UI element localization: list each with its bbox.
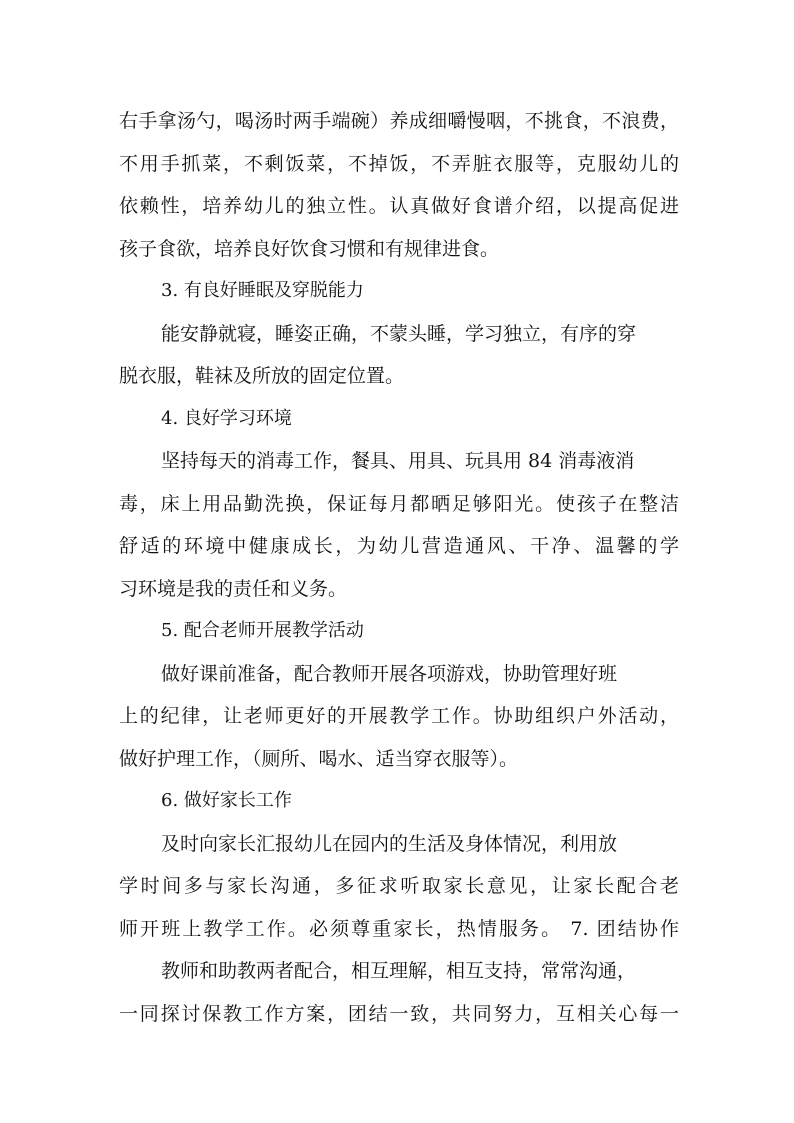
paragraph-line: 上的纪律，让老师更好的开展教学工作。协助组织户外活动， xyxy=(119,705,679,727)
paragraph-line: 依赖性，培养幼儿的独立性。认真做好食谱介绍，以提高促进 xyxy=(119,195,679,217)
section-heading: 4. 良好学习环境 xyxy=(161,407,292,429)
paragraph-line: 右手拿汤勺，喝汤时两手端碗）养成细嚼慢咽，不挑食，不浪费， xyxy=(119,110,679,132)
section-heading: 5. 配合老师开展教学活动 xyxy=(161,620,364,641)
paragraph-line: 脱衣服，鞋袜及所放的固定位置。 xyxy=(119,365,405,387)
paragraph-line: 能安静就寝，睡姿正确，不蒙头睡，学习独立，有序的穿 xyxy=(161,322,637,345)
paragraph-line: 孩子食欲，培养良好饮食习惯和有规律进食。 xyxy=(119,237,500,260)
paragraph-line: 及时向家长汇报幼儿在园内的生活及身体情况，利用放 xyxy=(161,832,618,855)
paragraph-line: 坚持每天的消毒工作，餐具、用具、玩具用 84 消毒液消 xyxy=(161,450,635,472)
paragraph-line: 习环境是我的责任和义务。 xyxy=(119,577,348,600)
section-heading: 3. 有良好睡眠及穿脱能力 xyxy=(161,280,364,301)
paragraph-line: 毒，床上用品勤洗换，保证每月都晒足够阳光。使孩子在整洁 xyxy=(119,492,679,515)
document-body xyxy=(119,100,679,1035)
paragraph-line: 舒适的环境中健康成长，为幼儿营造通风、干净、温馨的学 xyxy=(119,535,679,557)
section-heading: 6. 做好家长工作 xyxy=(161,790,292,811)
paragraph-line: 学时间多与家长沟通，多征求听取家长意见，让家长配合老 xyxy=(119,875,679,897)
paragraph-line: 做好课前准备，配合教师开展各项游戏，协助管理好班 xyxy=(161,662,618,685)
paragraph-line: 师开班上教学工作。必须尊重家长，热情服务。 7. 团结协作 xyxy=(119,917,679,940)
paragraph-line: 教师和助教两者配合，相互理解，相互支持，常常沟通， xyxy=(161,960,637,982)
paragraph-line: 做好护理工作，（厕所、喝水、适当穿衣服等）。 xyxy=(119,747,519,770)
paragraph-line: 一同探讨保教工作方案，团结一致，共同努力，互相关心每一 xyxy=(119,1002,679,1025)
paragraph-line: 不用手抓菜，不剩饭菜，不掉饭，不弄脏衣服等，克服幼儿的 xyxy=(119,152,679,175)
